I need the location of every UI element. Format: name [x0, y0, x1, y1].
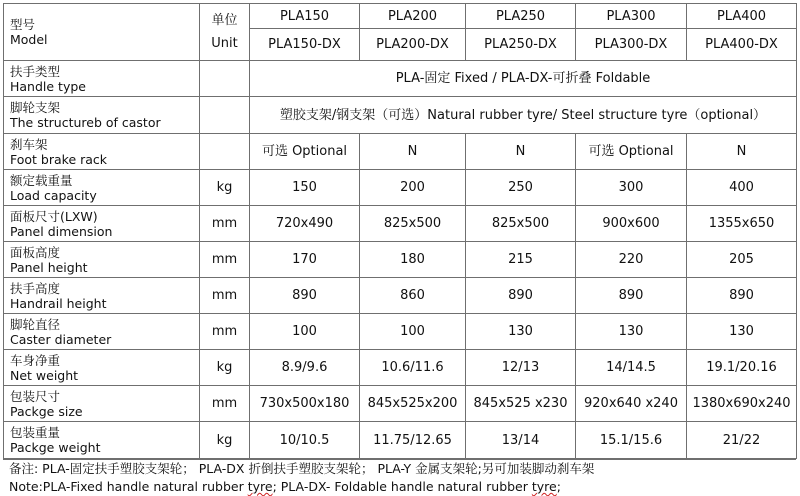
- value-cell: 890: [576, 278, 687, 314]
- notes-block: [3, 459, 796, 496]
- table-row: [4, 422, 797, 459]
- value-cell: 730x500x180: [250, 386, 360, 422]
- unit-label-zh: 单位: [211, 13, 238, 28]
- row-label-zh: 扶手高度: [10, 280, 61, 296]
- row-unit-cell: kg: [200, 170, 250, 206]
- row-label-zh: 额定载重量: [10, 172, 73, 188]
- value-cell: 10/10.5: [250, 422, 360, 459]
- value-cell: 890: [466, 278, 576, 314]
- model-label-cell: [4, 4, 200, 61]
- value-cell: 1380x690x240: [687, 386, 797, 422]
- handle-type-label-zh: 扶手类型: [10, 63, 61, 79]
- note-en-tyre-1: tyre: [247, 479, 273, 494]
- value-cell: 15.1/15.6: [576, 422, 687, 459]
- value-cell: 100: [250, 314, 360, 350]
- table-row: [4, 278, 797, 314]
- value-cell: 130: [687, 314, 797, 350]
- row-unit-cell: mm: [200, 314, 250, 350]
- model-cell: PLA200: [360, 4, 466, 29]
- row-label-en: Caster diameter: [10, 331, 112, 347]
- handle-type-row: [4, 61, 797, 97]
- row-label-zh: 车身净重: [10, 352, 61, 368]
- castor-label: [4, 97, 200, 134]
- row-label-cell: [4, 314, 200, 350]
- value-cell: 890: [250, 278, 360, 314]
- handle-type-label: [4, 61, 200, 97]
- value-cell: 12/13: [466, 350, 576, 386]
- header-row-1: [4, 4, 797, 29]
- row-label-zh: 包装尺寸: [10, 388, 61, 404]
- value-cell: 可选 Optional: [576, 134, 687, 170]
- table-row: [4, 350, 797, 386]
- model-label-zh: 型号: [10, 17, 36, 32]
- note-en-part-1: Note:PLA-Fixed handle natural rubber: [9, 479, 248, 494]
- value-cell: 920x640 x240: [576, 386, 687, 422]
- value-cell: 860: [360, 278, 466, 314]
- row-label-zh: 面板高度: [10, 244, 61, 260]
- value-cell: 14/14.5: [576, 350, 687, 386]
- table-row: [4, 386, 797, 422]
- value-cell: 150: [250, 170, 360, 206]
- note-line-zh: 备注: PLA-固定扶手塑胶支架轮； PLA-DX 折倒扶手塑胶支架轮； PLA-Y 金属支架轮;另可加装脚动刹车架: [9, 461, 595, 476]
- table-row: [4, 314, 797, 350]
- value-cell: 250: [466, 170, 576, 206]
- spec-table-container: [3, 3, 797, 496]
- row-unit-cell: mm: [200, 242, 250, 278]
- table-row: [4, 170, 797, 206]
- castor-label-zh: 脚轮支架: [10, 100, 61, 115]
- value-cell: N: [466, 134, 576, 170]
- value-cell: 845x525 x230: [466, 386, 576, 422]
- row-label-zh: 包装重量: [10, 425, 61, 440]
- value-cell: 205: [687, 242, 797, 278]
- value-cell: N: [687, 134, 797, 170]
- value-cell: 215: [466, 242, 576, 278]
- unit-label-en: Unit: [211, 36, 238, 51]
- table-row: [4, 206, 797, 242]
- row-label-cell: [4, 242, 200, 278]
- row-label-zh: 面板尺寸(LXW): [10, 208, 98, 224]
- row-label-cell: [4, 278, 200, 314]
- row-label-cell: [4, 422, 200, 459]
- note-en-tyre-2: tyre: [531, 479, 557, 494]
- note-line-en: [3, 478, 796, 496]
- value-cell: 19.1/20.16: [687, 350, 797, 386]
- model-dx-cell: PLA150-DX: [250, 29, 360, 61]
- row-label-en: Packge weight: [10, 440, 101, 455]
- row-label-zh: 刹车架: [10, 136, 48, 152]
- value-cell: 130: [576, 314, 687, 350]
- model-cell: PLA300: [576, 4, 687, 29]
- model-label-en: Model: [10, 32, 48, 47]
- row-label-cell: [4, 170, 200, 206]
- model-cell: PLA150: [250, 4, 360, 29]
- row-label-en: Foot brake rack: [10, 151, 108, 167]
- model-dx-cell: PLA250-DX: [466, 29, 576, 61]
- castor-unit: [200, 97, 250, 134]
- model-dx-cell: PLA400-DX: [687, 29, 797, 61]
- table-row: [4, 242, 797, 278]
- castor-row: [4, 97, 797, 134]
- value-cell: 220: [576, 242, 687, 278]
- table-row: [4, 134, 797, 170]
- row-unit-cell: mm: [200, 386, 250, 422]
- row-label-cell: [4, 386, 200, 422]
- row-label-en: Handrail height: [10, 295, 107, 311]
- value-cell: 10.6/11.6: [360, 350, 466, 386]
- value-cell: 130: [466, 314, 576, 350]
- row-unit-cell: [200, 134, 250, 170]
- row-label-en: Packge size: [10, 403, 83, 419]
- value-cell: 900x600: [576, 206, 687, 242]
- value-cell: 200: [360, 170, 466, 206]
- value-cell: 170: [250, 242, 360, 278]
- row-unit-cell: mm: [200, 278, 250, 314]
- value-cell: 21/22: [687, 422, 797, 459]
- spec-table: [3, 3, 797, 459]
- model-cell: PLA400: [687, 4, 797, 29]
- value-cell: 825x500: [466, 206, 576, 242]
- row-label-cell: [4, 134, 200, 170]
- castor-label-en: The structureb of castor: [10, 115, 161, 130]
- model-cell: PLA250: [466, 4, 576, 29]
- value-cell: 1355x650: [687, 206, 797, 242]
- value-cell: 300: [576, 170, 687, 206]
- value-cell: 100: [360, 314, 466, 350]
- handle-type-label-en: Handle type: [10, 78, 86, 94]
- value-cell: 825x500: [360, 206, 466, 242]
- handle-type-unit: [200, 61, 250, 97]
- model-dx-cell: PLA200-DX: [360, 29, 466, 61]
- row-label-zh: 脚轮直径: [10, 316, 61, 332]
- castor-value: 塑胶支架/钢支架（可选）Natural rubber tyre/ Steel structure tyre（optional）: [250, 97, 797, 134]
- row-unit-cell: kg: [200, 422, 250, 459]
- value-cell: 8.9/9.6: [250, 350, 360, 386]
- model-dx-cell: PLA300-DX: [576, 29, 687, 61]
- row-label-en: Load capacity: [10, 187, 97, 203]
- value-cell: 可选 Optional: [250, 134, 360, 170]
- value-cell: 720x490: [250, 206, 360, 242]
- value-cell: 11.75/12.65: [360, 422, 466, 459]
- value-cell: 13/14: [466, 422, 576, 459]
- note-en-part-2: ; PLA-DX- Foldable handle natural rubber: [272, 479, 532, 494]
- value-cell: 845x525x200: [360, 386, 466, 422]
- spec-rows: [4, 134, 797, 459]
- handle-type-value: PLA-固定 Fixed / PLA-DX-可折叠 Foldable: [250, 61, 797, 97]
- value-cell: 180: [360, 242, 466, 278]
- row-unit-cell: mm: [200, 206, 250, 242]
- unit-label-cell: [200, 4, 250, 61]
- row-label-en: Panel height: [10, 259, 88, 275]
- value-cell: N: [360, 134, 466, 170]
- value-cell: 890: [687, 278, 797, 314]
- note-en-part-3: ;: [556, 479, 561, 494]
- row-label-en: Net weight: [10, 367, 79, 383]
- row-label-cell: [4, 206, 200, 242]
- row-label-cell: [4, 350, 200, 386]
- value-cell: 400: [687, 170, 797, 206]
- row-unit-cell: kg: [200, 350, 250, 386]
- row-label-en: Panel dimension: [10, 223, 113, 239]
